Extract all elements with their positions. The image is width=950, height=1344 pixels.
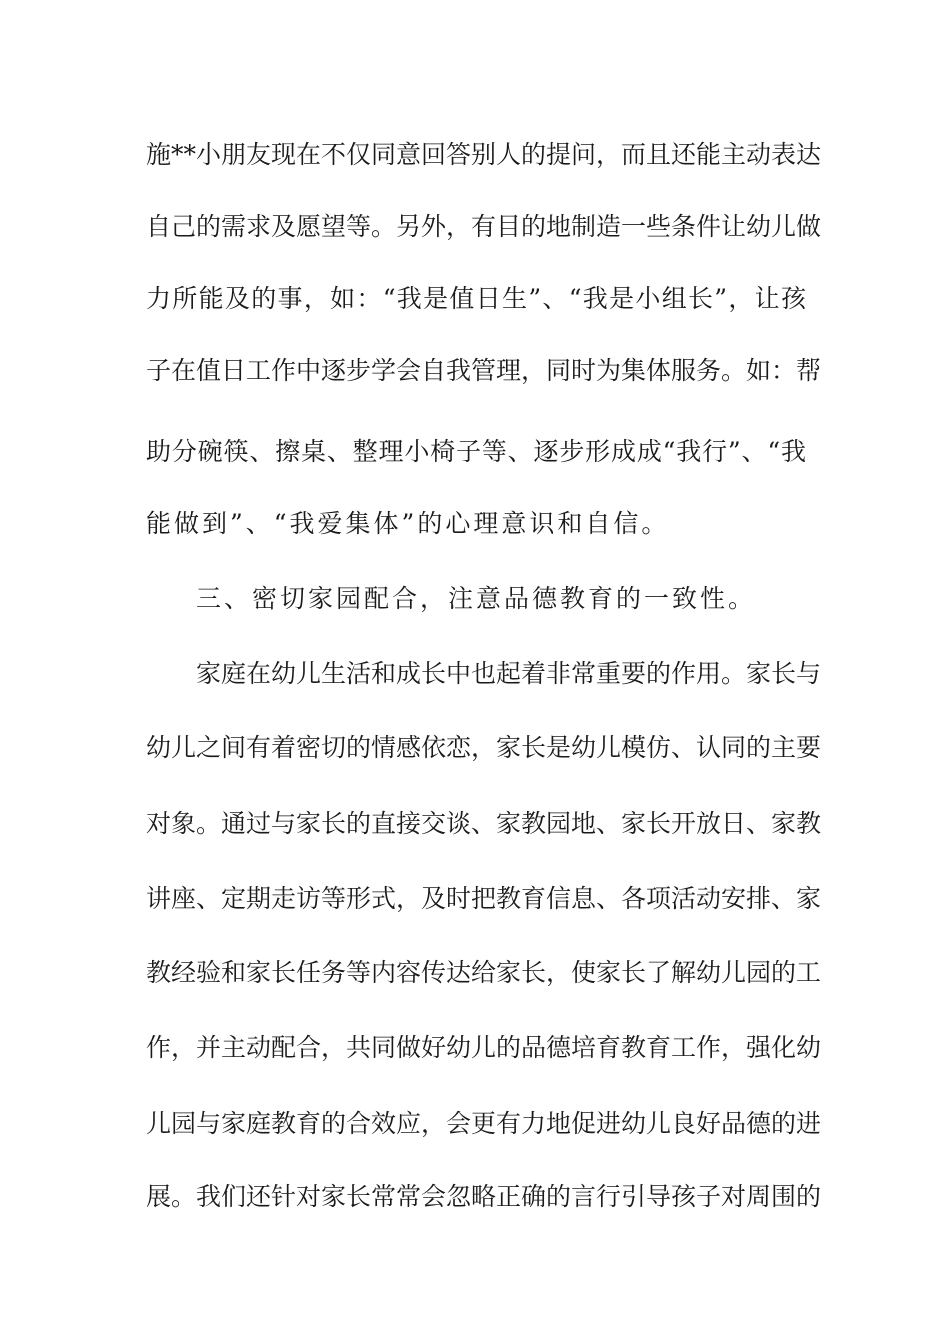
paragraph-line: 力所能及的事，如：“我是值日生”、“我是小组长”，让孩: [146, 284, 806, 313]
paragraph-line: 子在值日工作中逐步学会自我管理，同时为集体服务。如：帮: [146, 356, 822, 385]
paragraph-line: 幼儿之间有着密切的情感依恋，家长是幼儿模仿、认同的主要: [146, 733, 822, 762]
paragraph-line: 自己的需求及愿望等。另外，有目的地制造一些条件让幼儿做: [146, 212, 822, 241]
paragraph-line: 能做到”、“我爱集体”的心理意识和自信。: [146, 509, 670, 538]
paragraph-line: 儿园与家庭教育的合效应，会更有力地促进幼儿良好品德的进: [146, 1109, 822, 1138]
paragraph-line: 作，并主动配合，共同做好幼儿的品德培育教育工作，强化幼: [146, 1033, 822, 1062]
paragraph-line: 对象。通过与家长的直接交谈、家教园地、家长开放日、家教: [146, 809, 822, 838]
paragraph-line: 家庭在幼儿生活和成长中也起着非常重要的作用。家长与: [196, 659, 822, 688]
paragraph-line: 展。我们还针对家长常常会忽略正确的言行引导孩子对周围的: [146, 1182, 822, 1211]
paragraph-line: 教经验和家长任务等内容传达给家长，使家长了解幼儿园的工: [146, 958, 822, 987]
paragraph-line: 施**小朋友现在不仅同意回答别人的提问，而且还能主动表达: [146, 140, 822, 169]
paragraph-line: 讲座、定期走访等形式，及时把教育信息、各项活动安排、家: [146, 884, 822, 913]
section-heading: 三、密切家园配合，注意品德教育的一致性。: [196, 584, 757, 613]
paragraph-line: 助分碗筷、擦桌、整理小椅子等、逐步形成成“我行”、“我: [146, 437, 806, 466]
